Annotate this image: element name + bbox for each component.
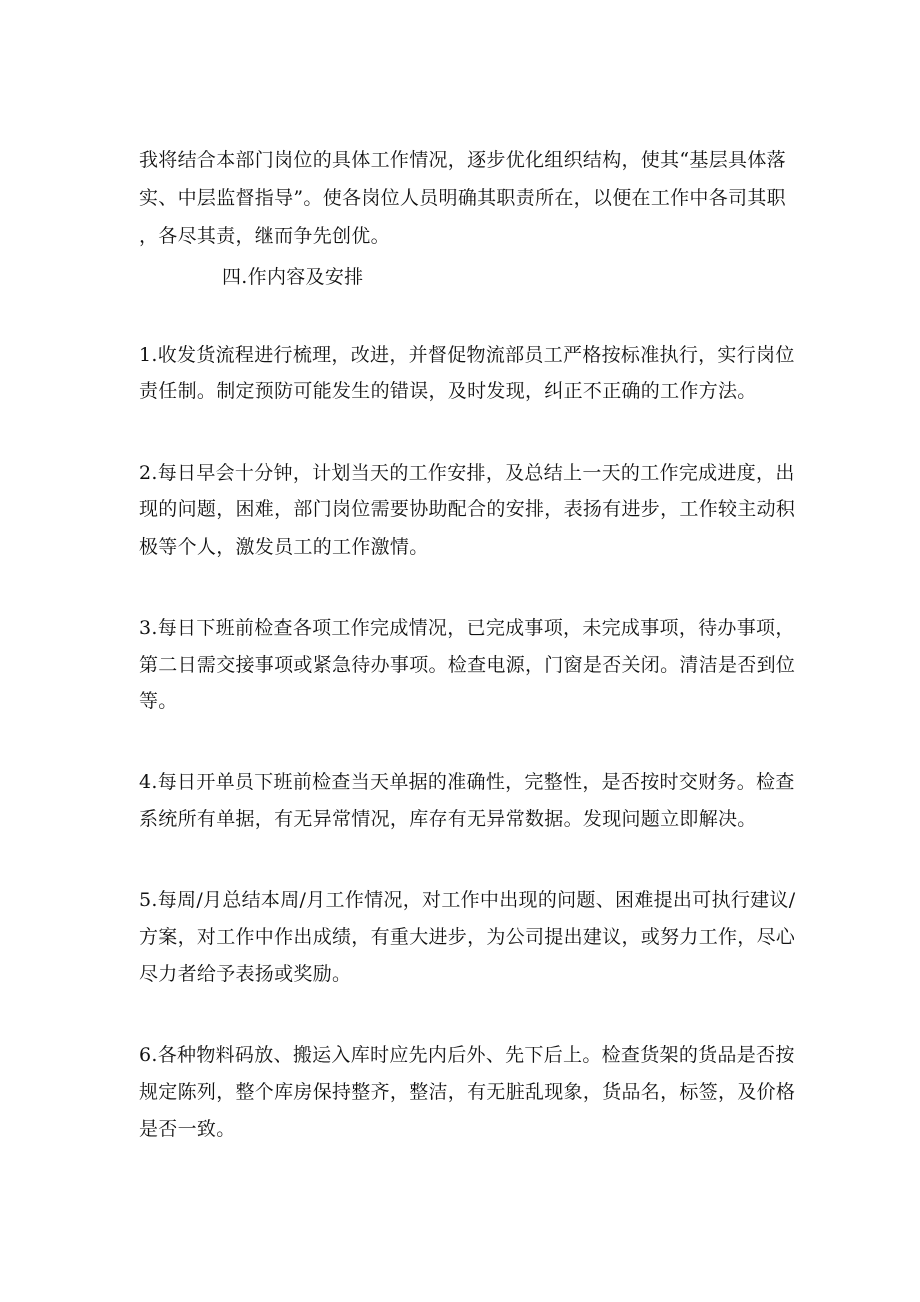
item-2-line-2: 现的问题，困难，部门岗位需要协助配合的安排，表扬有进步，工作较主动积	[139, 498, 796, 520]
item-2-line-3: 极等个人，激发员工的工作激情。	[139, 536, 429, 558]
intro-line-1: 我将结合本部门岗位的具体工作情况，逐步优化组织结构，使其“基层具体落	[139, 149, 786, 171]
item-6-line-1: 6.各种物料码放、搬运入库时应先内后外、先下后上。检查货架的货品是否按	[139, 1044, 795, 1066]
item-5-line-1: 5.每周/月总结本周/月工作情况，对工作中出现的问题、困难提出可执行建议/	[139, 889, 796, 911]
item-1-line-2: 责任制。制定预防可能发生的错误，及时发现，纠正不正确的工作方法。	[139, 380, 757, 402]
item-2-line-1: 2.每日早会十分钟，计划当天的工作安排，及总结上一天的工作完成进度，出	[139, 462, 795, 484]
item-5-line-3: 尽力者给予表扬或奖励。	[139, 963, 352, 985]
item-4-line-2: 系统所有单据，有无异常情况，库存有无异常数据。发现问题立即解决。	[139, 808, 757, 830]
item-1-line-1: 1.收发货流程进行梳理，改进，并督促物流部员工严格按标准执行，实行岗位	[139, 344, 795, 366]
item-5-line-2: 方案，对工作中作出成绩，有重大进步，为公司提出建议，或努力工作，尽心	[139, 926, 796, 948]
item-6-line-3: 是否一致。	[139, 1118, 236, 1140]
item-6-line-2: 规定陈列，整个库房保持整齐，整洁，有无脏乱现象，货品名，标签，及价格	[139, 1081, 796, 1103]
section-heading: 四.作内容及安排	[222, 266, 364, 288]
item-3-line-2: 第二日需交接事项或紧急待办事项。检查电源，门窗是否关闭。清洁是否到位	[139, 654, 796, 676]
item-3-line-1: 3.每日下班前检查各项工作完成情况，已完成事项，未完成事项，待办事项，	[139, 617, 795, 639]
item-3-line-3: 等。	[139, 690, 178, 712]
item-4-line-1: 4.每日开单员下班前检查当天单据的准确性，完整性，是否按时交财务。检查	[139, 771, 795, 793]
intro-line-2: 实、中层监督指导”。使各岗位人员明确其职责所在，以便在工作中各司其职	[139, 187, 786, 209]
intro-line-3: ，各尽其责，继而争先创优。	[139, 225, 390, 247]
